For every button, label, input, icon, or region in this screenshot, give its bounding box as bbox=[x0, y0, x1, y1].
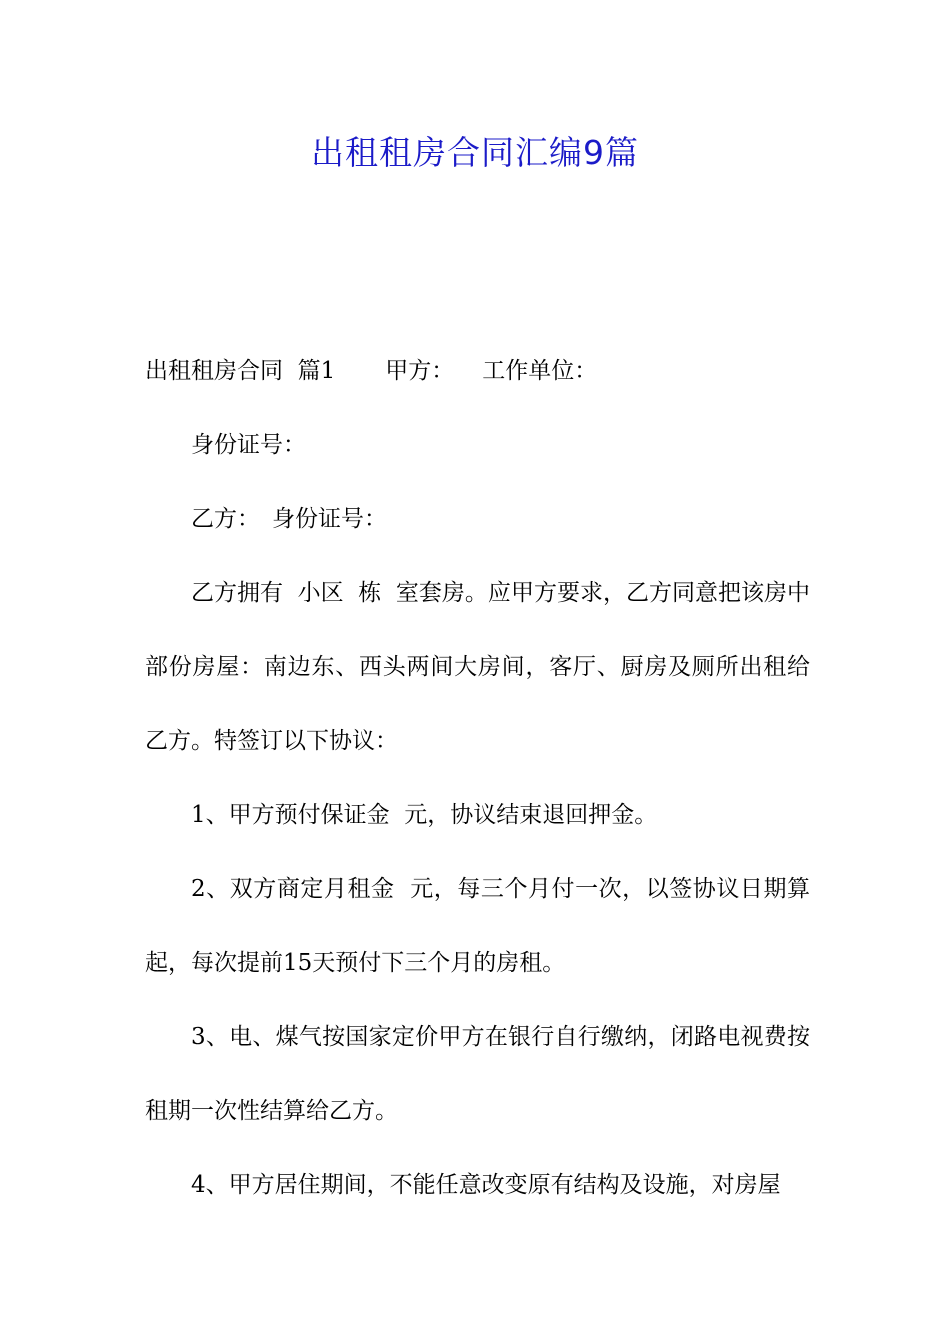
party-a-id-line: 身份证号： bbox=[191, 432, 306, 458]
heading-line bbox=[145, 334, 810, 408]
work-unit-label: 工作单位： bbox=[482, 358, 598, 384]
party-b-label: 乙方： bbox=[191, 506, 260, 532]
paragraph-intro: 乙方拥有 小区 栋 室套房。应甲方要求，乙方同意把该房中部份房屋：南边东、西头两间大房间，客厅、厨房及厕所出租给乙方。特签订以下协议： bbox=[145, 580, 810, 754]
paragraph-clause-3: 3、电、煤气按国家定价甲方在银行自行缴纳，闭路电视费按租期一次性结算给乙方。 bbox=[145, 1024, 810, 1124]
document-body bbox=[145, 334, 810, 1222]
party-b-id-label: 身份证号： bbox=[272, 506, 387, 532]
paragraph-clause-1: 1、甲方预付保证金 元，协议结束退回押金。 bbox=[191, 802, 658, 828]
party-b-line bbox=[145, 482, 810, 556]
section-label: 出租租房合同 篇1 bbox=[145, 358, 336, 384]
paragraph-clause-2: 2、双方商定月租金 元，每三个月付一次，以签协议日期算起，每次提前15天预付下三个月的房租。 bbox=[145, 876, 810, 976]
document-title: 出租租房合同汇编9篇 bbox=[311, 133, 639, 172]
party-a-label: 甲方： bbox=[385, 358, 455, 384]
paragraph-clause-4: 4、甲方居住期间，不能任意改变原有结构及设施，对房屋 bbox=[191, 1172, 781, 1198]
